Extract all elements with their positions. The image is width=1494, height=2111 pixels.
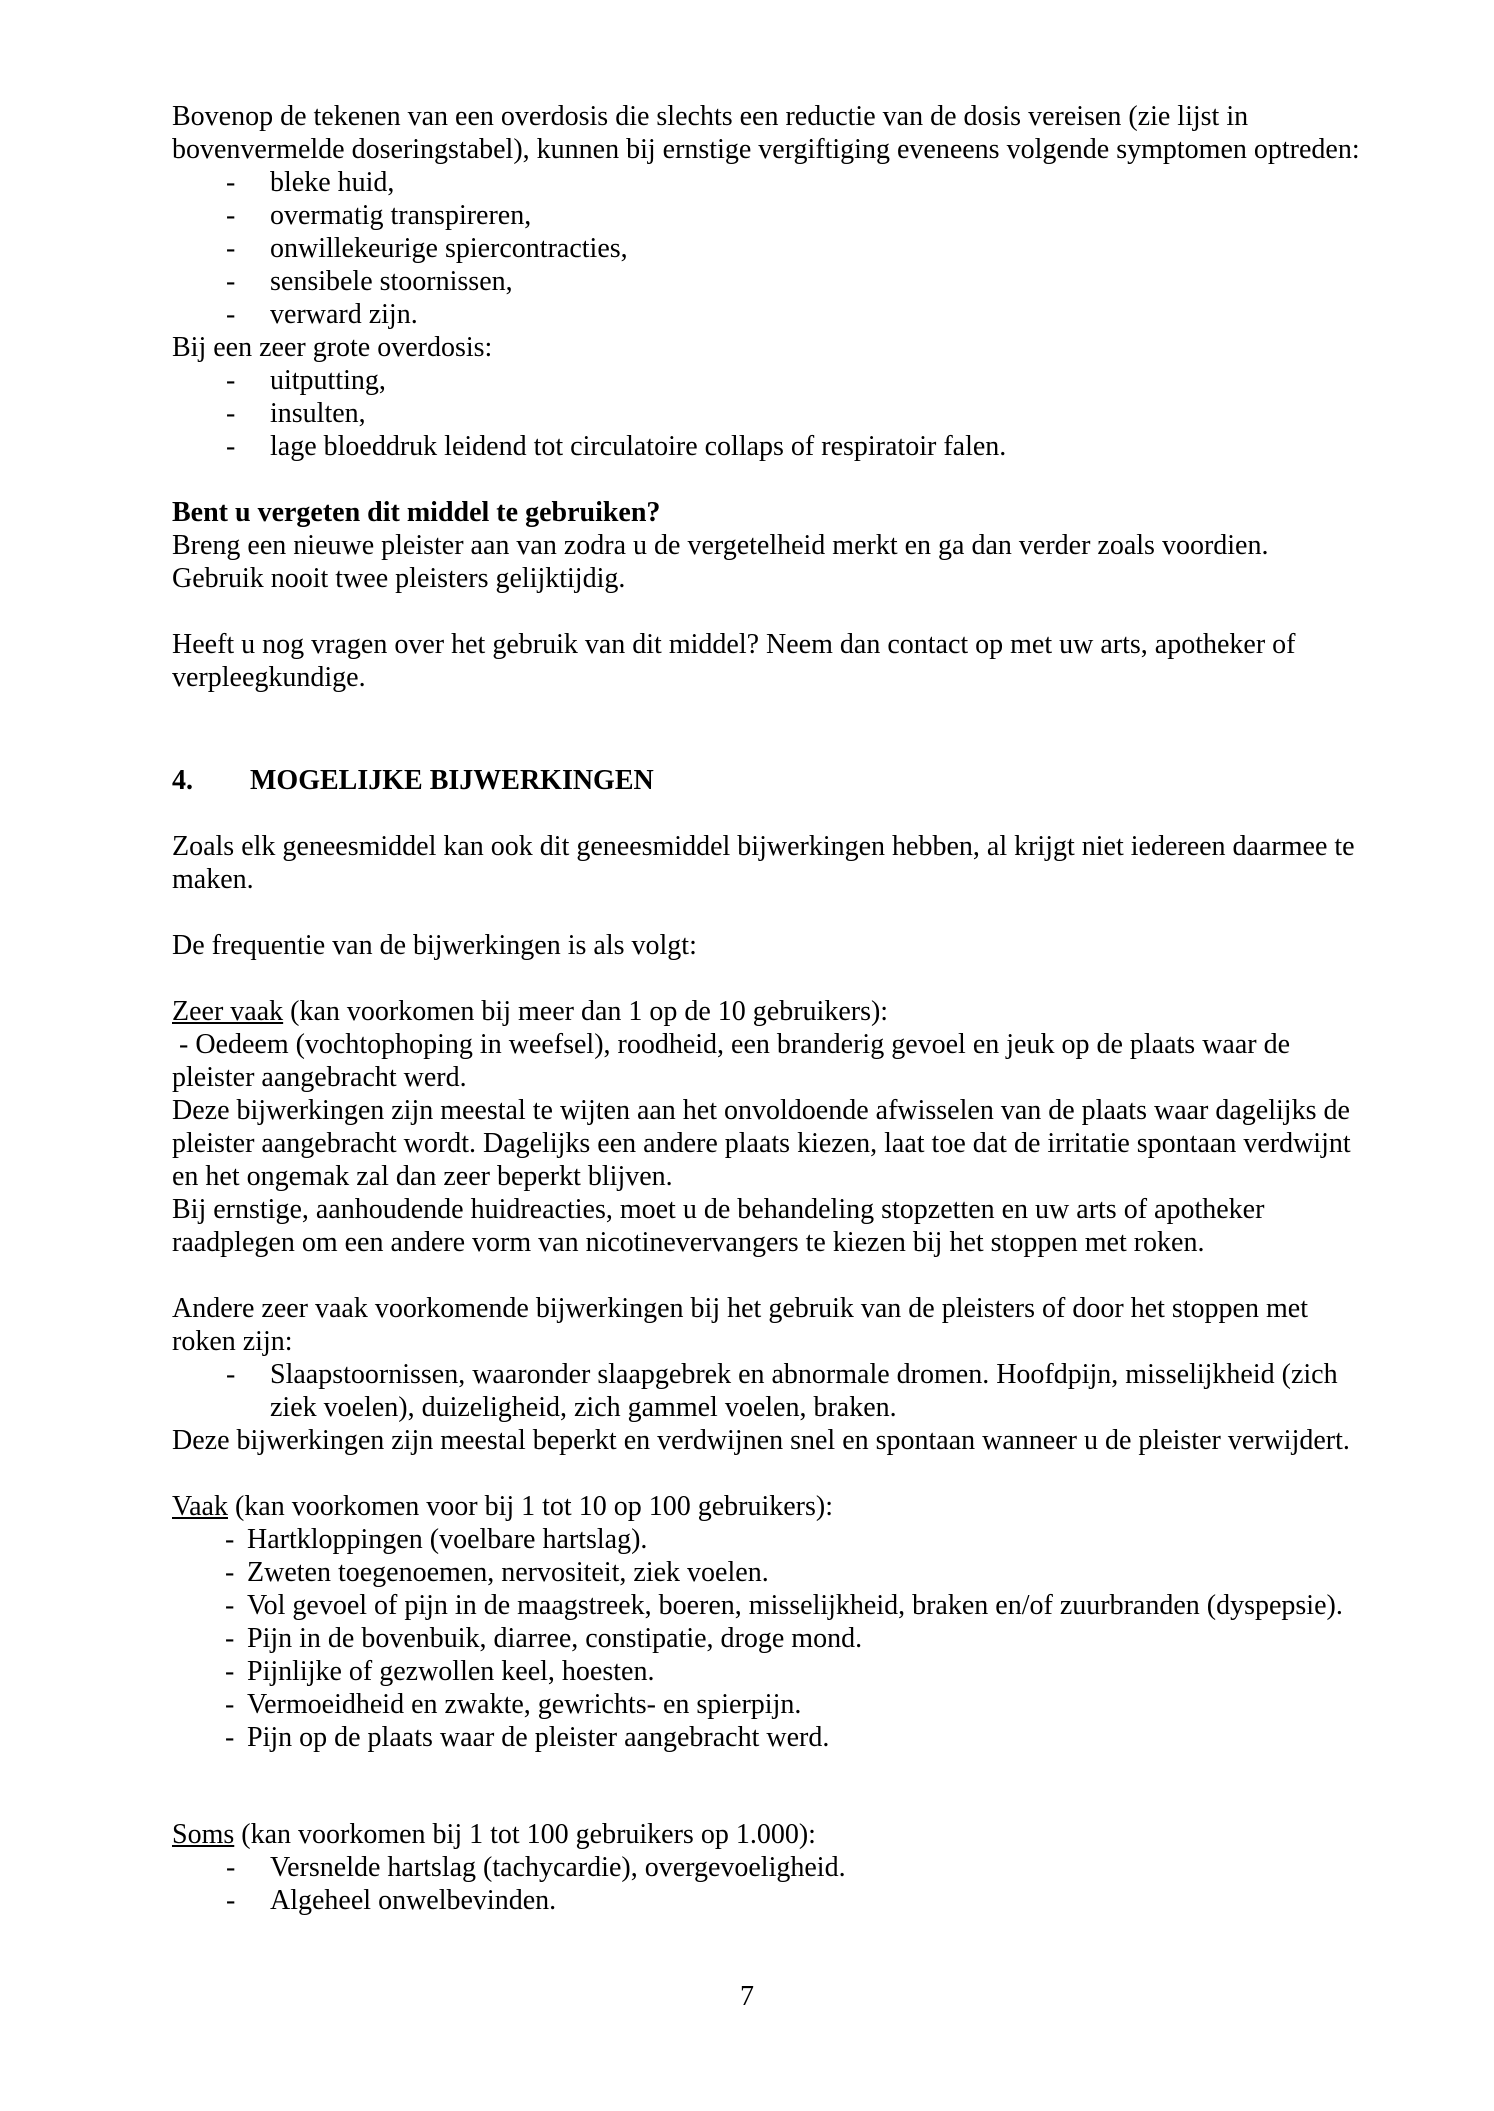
list-item <box>172 265 1362 298</box>
section-title: MOGELIJKE BIJWERKINGEN <box>250 765 654 796</box>
dash-marker: - <box>225 1590 235 1621</box>
dash-marker: - <box>225 1623 235 1654</box>
uncommon-side-effects-list <box>172 1851 1362 1917</box>
other-very-common-outro: Deze bijwerkingen zijn meestal beperkt en verdwijnen snel en spontaan wanneer u de pleister verwijdert. <box>172 1425 1350 1456</box>
list-item-text: Pijnlijke of gezwollen keel, hoesten. <box>247 1656 655 1687</box>
forgotten-dose-body: Breng een nieuwe pleister aan van zodra u de vergetelheid merkt en ga dan verder zoals voordien. Gebruik nooit twee pleisters gelijktijdig. <box>172 530 1269 594</box>
common-heading <box>172 1490 1362 1523</box>
list-item <box>172 298 1362 331</box>
dash-marker: - <box>226 1359 236 1390</box>
side-effects-intro: Zoals elk geneesmiddel kan ook dit geneesmiddel bijwerkingen hebben, al krijgt niet iedereen daarmee te maken. <box>172 831 1355 895</box>
frequency-note: De frequentie van de bijwerkingen is als volgt: <box>172 930 697 961</box>
dash-marker: - <box>226 431 236 462</box>
dash-marker: - <box>226 266 236 297</box>
list-item <box>172 1688 1362 1721</box>
dash-marker: - <box>226 299 236 330</box>
very-common-oedeem-item: - Oedeem (vochtophoping in weefsel), roodheid, een branderig gevoel en jeuk op de plaats waar de pleister aangebracht werd. <box>172 1029 1298 1093</box>
very-common-heading <box>172 995 1362 1028</box>
questions-paragraph: Heeft u nog vragen over het gebruik van dit middel? Neem dan contact op met uw arts, apotheker of verpleegkundige. <box>172 629 1296 693</box>
page-number: 7 <box>740 1981 754 2012</box>
list-item <box>172 199 1362 232</box>
list-item-text: Pijn in de bovenbuik, diarree, constipatie, droge mond. <box>247 1623 863 1654</box>
list-item-text: Algeheel onwelbevinden. <box>270 1885 557 1916</box>
severe-overdose-heading: Bij een zeer grote overdosis: <box>172 332 493 363</box>
list-item <box>172 232 1362 265</box>
dash-marker: - <box>226 398 236 429</box>
list-item <box>172 364 1362 397</box>
list-item <box>172 1622 1362 1655</box>
dash-marker: - <box>226 1885 236 1916</box>
list-item-text: bleke huid, <box>270 167 395 198</box>
list-item <box>172 1358 1362 1424</box>
list-item-text: insulten, <box>270 398 366 429</box>
list-item-text: Vermoeidheid en zwakte, gewrichts- en spierpijn. <box>247 1689 802 1720</box>
very-common-suffix: (kan voorkomen bij meer dan 1 op de 10 gebruikers): <box>283 996 889 1027</box>
list-item-text: lage bloeddruk leidend tot circulatoire collaps of respiratoir falen. <box>270 431 1007 462</box>
list-item <box>172 1721 1362 1754</box>
forgotten-dose-heading: Bent u vergeten dit middel te gebruiken? <box>172 497 661 528</box>
list-item-text: Versnelde hartslag (tachycardie), overgevoeligheid. <box>270 1852 846 1883</box>
list-item-text: Pijn op de plaats waar de pleister aangebracht werd. <box>247 1722 830 1753</box>
list-item <box>172 1556 1362 1589</box>
dash-marker: - <box>225 1557 235 1588</box>
common-suffix: (kan voorkomen voor bij 1 tot 10 op 100 gebruikers): <box>227 1491 833 1522</box>
dash-marker: - <box>225 1722 235 1753</box>
list-item <box>172 166 1362 199</box>
uncommon-suffix: (kan voorkomen bij 1 tot 100 gebruikers op 1.000): <box>234 1819 816 1850</box>
list-item-text: sensibele stoornissen, <box>270 266 513 297</box>
common-label: Vaak <box>172 1491 228 1522</box>
list-item-text: Zweten toegenoemen, nervositeit, ziek voelen. <box>247 1557 769 1588</box>
list-item <box>172 1589 1362 1622</box>
dash-marker: - <box>226 1852 236 1883</box>
section-4-heading <box>172 764 1362 797</box>
list-item-text: uitputting, <box>270 365 386 396</box>
very-common-label: Zeer vaak <box>172 996 284 1027</box>
list-item <box>172 1655 1362 1688</box>
list-item <box>172 397 1362 430</box>
list-item-text: Vol gevoel of pijn in de maagstreek, boeren, misselijkheid, braken en/of zuurbranden (dyspepsie). <box>247 1590 1343 1621</box>
list-item <box>172 1523 1362 1556</box>
uncommon-heading <box>172 1818 1362 1851</box>
dash-marker: - <box>226 233 236 264</box>
overdose-intro-paragraph: Bovenop de tekenen van een overdosis die slechts een reductie van de dosis vereisen (zie lijst in bovenvermelde doseringstabel), kunnen bij ernstige vergiftiging eveneens volgende symptomen optreden: <box>172 101 1360 165</box>
very-common-rotation-paragraph: Deze bijwerkingen zijn meestal te wijten aan het onvoldoende afwisselen van de plaats waar dagelijks de pleister aangebracht wordt. Dagelijks een andere plaats kiezen, laat toe dat de irritatie spontaan verdwijnt en het ongemak zal dan zeer beperkt blijven. <box>172 1095 1351 1192</box>
very-common-severe-paragraph: Bij ernstige, aanhoudende huidreacties, moet u de behandeling stopzetten en uw arts of apotheker raadplegen om een andere vorm van nicotinevervangers te kiezen bij het stoppen met roken. <box>172 1194 1265 1258</box>
dash-marker: - <box>225 1689 235 1720</box>
dash-marker: - <box>226 167 236 198</box>
list-item-text: Hartkloppingen (voelbare hartslag). <box>247 1524 648 1555</box>
dash-marker: - <box>225 1524 235 1555</box>
list-item <box>172 430 1362 463</box>
dash-marker: - <box>226 200 236 231</box>
list-item <box>172 1884 1362 1917</box>
section-number: 4. <box>172 765 193 796</box>
severe-overdose-list <box>172 364 1362 463</box>
common-side-effects-list <box>172 1523 1362 1754</box>
dash-marker: - <box>225 1656 235 1687</box>
list-item-text: Slaapstoornissen, waaronder slaapgebrek en abnormale dromen. Hoofdpijn, misselijkheid (zich ziek voelen), duizeligheid, zich gammel voelen, braken. <box>270 1359 1338 1423</box>
uncommon-label: Soms <box>172 1819 235 1850</box>
dash-marker: - <box>226 365 236 396</box>
list-item-text: overmatig transpireren, <box>270 200 532 231</box>
other-very-common-list <box>172 1358 1362 1424</box>
list-item-text: onwillekeurige spiercontracties, <box>270 233 628 264</box>
list-item-text: verward zijn. <box>270 299 418 330</box>
list-item <box>172 1851 1362 1884</box>
overdose-symptoms-list <box>172 166 1362 331</box>
other-very-common-intro: Andere zeer vaak voorkomende bijwerkingen bij het gebruik van de pleisters of door het stoppen met roken zijn: <box>172 1293 1308 1357</box>
